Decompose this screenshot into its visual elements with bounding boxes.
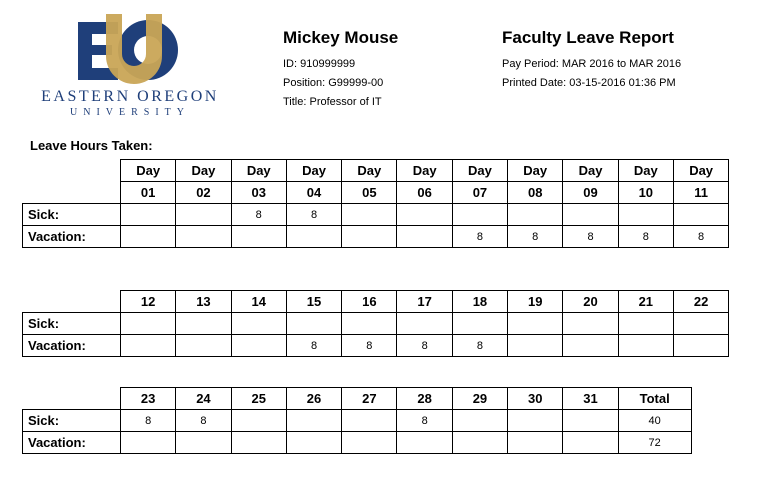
day-number-header-25: 25 <box>231 388 286 410</box>
vacation-hours-day-21 <box>618 335 673 357</box>
pay-period: Pay Period: MAR 2016 to MAR 2016 <box>502 58 682 70</box>
day-word-header-01: Day <box>121 160 176 182</box>
day-number-header-16: 16 <box>342 291 397 313</box>
day-number-header-23: 23 <box>121 388 176 410</box>
leave-table-days-23-31 <box>22 387 692 454</box>
total-header: Total <box>618 388 691 410</box>
day-number-header-05: 05 <box>342 182 397 204</box>
sick-hours-day-26 <box>286 410 341 432</box>
empty-corner-cell <box>23 182 121 204</box>
sick-hours-day-16 <box>342 313 397 335</box>
day-number-header-29: 29 <box>452 388 507 410</box>
sick-hours-day-17 <box>397 313 452 335</box>
vacation-hours-day-20 <box>563 335 618 357</box>
sick-total: 40 <box>618 410 691 432</box>
employee-title: Title: Professor of IT <box>283 96 382 108</box>
section-title: Leave Hours Taken: <box>30 138 153 153</box>
sick-hours-day-23: 8 <box>121 410 176 432</box>
sick-hours-day-07 <box>452 204 507 226</box>
day-number-header-27: 27 <box>342 388 397 410</box>
day-number-row <box>23 291 729 313</box>
day-word-header-08: Day <box>508 160 563 182</box>
day-number-header-30: 30 <box>508 388 563 410</box>
day-number-header-03: 03 <box>231 182 286 204</box>
leave-table-days-12-22 <box>22 290 729 357</box>
sick-hours-day-05 <box>342 204 397 226</box>
sick-hours-day-13 <box>176 313 231 335</box>
day-number-header-21: 21 <box>618 291 673 313</box>
day-number-header-31: 31 <box>563 388 618 410</box>
vacation-hours-day-26 <box>286 432 341 454</box>
day-number-row <box>23 388 692 410</box>
vacation-hours-day-09: 8 <box>563 226 618 248</box>
vacation-hours-day-08: 8 <box>508 226 563 248</box>
vacation-hours-day-10: 8 <box>618 226 673 248</box>
vacation-hours-day-27 <box>342 432 397 454</box>
sick-hours-day-09 <box>563 204 618 226</box>
sick-hours-day-06 <box>397 204 452 226</box>
sick-hours-day-20 <box>563 313 618 335</box>
vacation-row <box>23 226 729 248</box>
vacation-hours-day-04 <box>286 226 341 248</box>
vacation-hours-day-07: 8 <box>452 226 507 248</box>
vacation-hours-day-25 <box>231 432 286 454</box>
sick-hours-day-15 <box>286 313 341 335</box>
vacation-hours-day-28 <box>397 432 452 454</box>
employee-info <box>283 28 398 112</box>
empty-corner-cell <box>23 388 121 410</box>
vacation-hours-day-11: 8 <box>673 226 728 248</box>
day-number-header-20: 20 <box>563 291 618 313</box>
vacation-hours-day-30 <box>508 432 563 454</box>
eou-monogram-icon <box>78 14 183 86</box>
sick-hours-day-22 <box>673 313 728 335</box>
day-word-header-09: Day <box>563 160 618 182</box>
day-number-header-13: 13 <box>176 291 231 313</box>
sick-hours-day-24: 8 <box>176 410 231 432</box>
sick-hours-day-31 <box>563 410 618 432</box>
day-number-header-22: 22 <box>673 291 728 313</box>
day-number-header-06: 06 <box>397 182 452 204</box>
day-number-row <box>23 182 729 204</box>
day-word-row <box>23 160 729 182</box>
sick-hours-day-27 <box>342 410 397 432</box>
vacation-row <box>23 335 729 357</box>
sick-label: Sick: <box>23 410 121 432</box>
day-word-header-10: Day <box>618 160 673 182</box>
day-number-header-18: 18 <box>452 291 507 313</box>
sick-row <box>23 313 729 335</box>
day-number-header-02: 02 <box>176 182 231 204</box>
day-word-header-05: Day <box>342 160 397 182</box>
sick-row <box>23 410 692 432</box>
vacation-hours-day-01 <box>121 226 176 248</box>
day-number-header-08: 08 <box>508 182 563 204</box>
vacation-row <box>23 432 692 454</box>
day-number-header-04: 04 <box>286 182 341 204</box>
vacation-label: Vacation: <box>23 432 121 454</box>
logo-name-text: EASTERN OREGON <box>41 88 219 105</box>
day-number-header-01: 01 <box>121 182 176 204</box>
day-word-header-03: Day <box>231 160 286 182</box>
sick-hours-day-25 <box>231 410 286 432</box>
leave-table-days-01-11 <box>22 159 729 248</box>
vacation-hours-day-29 <box>452 432 507 454</box>
sick-hours-day-19 <box>508 313 563 335</box>
vacation-hours-day-14 <box>231 335 286 357</box>
employee-id: ID: 910999999 <box>283 58 356 70</box>
sick-hours-day-12 <box>121 313 176 335</box>
vacation-hours-day-17: 8 <box>397 335 452 357</box>
report-info <box>502 28 681 93</box>
vacation-hours-day-24 <box>176 432 231 454</box>
day-word-header-02: Day <box>176 160 231 182</box>
vacation-hours-day-31 <box>563 432 618 454</box>
sick-hours-day-03: 8 <box>231 204 286 226</box>
vacation-hours-day-05 <box>342 226 397 248</box>
sick-hours-day-08 <box>508 204 563 226</box>
vacation-hours-day-15: 8 <box>286 335 341 357</box>
report-title: Faculty Leave Report <box>502 28 674 47</box>
vacation-hours-day-03 <box>231 226 286 248</box>
vacation-hours-day-06 <box>397 226 452 248</box>
day-number-header-14: 14 <box>231 291 286 313</box>
sick-hours-day-10 <box>618 204 673 226</box>
sick-hours-day-30 <box>508 410 563 432</box>
day-word-header-11: Day <box>673 160 728 182</box>
day-word-header-06: Day <box>397 160 452 182</box>
sick-hours-day-18 <box>452 313 507 335</box>
sick-hours-day-14 <box>231 313 286 335</box>
day-number-header-24: 24 <box>176 388 231 410</box>
sick-hours-day-02 <box>176 204 231 226</box>
sick-label: Sick: <box>23 313 121 335</box>
employee-position: Position: G99999-00 <box>283 77 384 89</box>
vacation-hours-day-02 <box>176 226 231 248</box>
day-number-header-11: 11 <box>673 182 728 204</box>
day-word-header-04: Day <box>286 160 341 182</box>
day-number-header-26: 26 <box>286 388 341 410</box>
sick-hours-day-29 <box>452 410 507 432</box>
day-number-header-09: 09 <box>563 182 618 204</box>
sick-hours-day-28: 8 <box>397 410 452 432</box>
day-number-header-17: 17 <box>397 291 452 313</box>
day-word-header-07: Day <box>452 160 507 182</box>
vacation-label: Vacation: <box>23 335 121 357</box>
vacation-hours-day-23 <box>121 432 176 454</box>
day-number-header-10: 10 <box>618 182 673 204</box>
vacation-hours-day-12 <box>121 335 176 357</box>
logo-sub-text: UNIVERSITY <box>70 107 190 118</box>
sick-hours-day-21 <box>618 313 673 335</box>
sick-row <box>23 204 729 226</box>
day-number-header-28: 28 <box>397 388 452 410</box>
sick-hours-day-11 <box>673 204 728 226</box>
employee-name: Mickey Mouse <box>283 28 399 47</box>
vacation-hours-day-16: 8 <box>342 335 397 357</box>
vacation-hours-day-18: 8 <box>452 335 507 357</box>
vacation-hours-day-22 <box>673 335 728 357</box>
day-number-header-07: 07 <box>452 182 507 204</box>
day-number-header-15: 15 <box>286 291 341 313</box>
vacation-hours-day-13 <box>176 335 231 357</box>
empty-corner-cell <box>23 160 121 182</box>
vacation-hours-day-19 <box>508 335 563 357</box>
sick-label: Sick: <box>23 204 121 226</box>
sick-hours-day-01 <box>121 204 176 226</box>
vacation-label: Vacation: <box>23 226 121 248</box>
printed-date: Printed Date: 03-15-2016 01:36 PM <box>502 77 676 89</box>
university-logo <box>30 14 230 119</box>
empty-corner-cell <box>23 291 121 313</box>
day-number-header-19: 19 <box>508 291 563 313</box>
vacation-total: 72 <box>618 432 691 454</box>
day-number-header-12: 12 <box>121 291 176 313</box>
sick-hours-day-04: 8 <box>286 204 341 226</box>
